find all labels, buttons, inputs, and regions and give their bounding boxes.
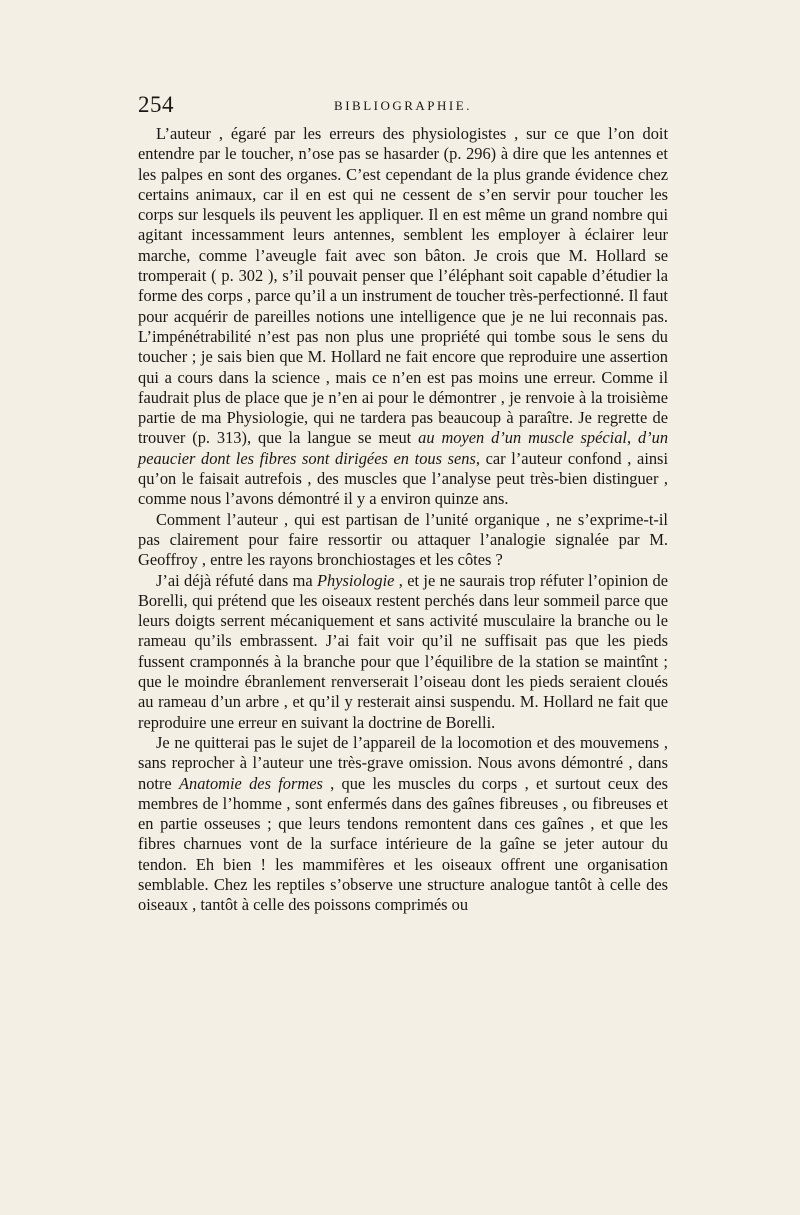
running-head: BIBLIOGRAPHIE.	[334, 98, 472, 113]
paragraph-text: Comment l’auteur , qui est partisan de l’unité organique , ne s’exprime-t-il pas clairement pour faire ressortir ou attaquer l’analogie signalée par M. Geoffroy , entre les rayons bronchiostages et les côtes ?	[138, 509, 668, 570]
paragraph-italic-text: Anatomie des formes	[178, 773, 323, 793]
paragraph-antennes	[138, 124, 668, 510]
paragraph-text: ,	[626, 428, 638, 448]
paragraph-text: , car l’auteur confond , ainsi qu’on le faisait autrefois , des muscles que l’analyse peut très-bien distinguer , comme nous l’avons démontré il y a environ quinze ans.	[138, 448, 668, 509]
paragraph-text: , que les muscles du corps , et surtout ceux des membres de l’homme , sont enfermés dans des gaînes fibreuses , ou fibreuses et en partie osseuses ; que leurs tendons remontent dans ces gaînes , et que les fibres charnues vont de la surface intérieure de la gaîne se jeter autour du tendon. Eh bien ! les mammifères et les oiseaux offrent une organisation semblable. Chez les reptiles s’observe une structure analogue tantôt à celle des oiseaux , tantôt à celle des poissons comprimés ou	[138, 773, 668, 915]
paragraph-text: J’ai déjà réfuté dans ma	[156, 570, 318, 590]
paragraph-text: , et je ne saurais trop réfuter l’opinion de Borelli, qui prétend que les oiseaux restent perchés dans leur sommeil parce que leurs doigts serrent mécaniquement et sans activité musculaire la branche ou le rameau qu’ils embrassent. J’ai fait voir qu’il ne suffisait pas que les pieds fussent cramponnés à la branche pour que l’équilibre de la station se maintînt ; que le moindre ébranlement renverserait l’oiseau dont les pieds seraient cloués au rameau d’un arbre , et qu’il y resterait ainsi suspendu. M. Hollard ne fait que reproduire une erreur en suivant la doctrine de Borelli.	[138, 570, 668, 732]
page-header	[138, 92, 668, 118]
paragraph-text: L’auteur , égaré par les erreurs des physiologistes , sur ce que l’on doit entendre par le toucher, n’ose pas se hasarder (p. 296) à dire que les antennes et les palpes en sont des organes. C’est cependant de la plus grande évidence chez certains animaux, car il en est qui ne cessent de s’en servir pour toucher les corps sur lesquels ils peuvent les appliquer. Il en est même un grand nombre qui agitant incessamment leurs antennes, semblent les employer à éclairer leur marche, comme l’aveugle fait avec son bâton. Je crois que M. Hollard se tromperait ( p. 302 ), s’il pouvait penser que l’éléphant soit capable d’étudier la forme des corps , parce qu’il a un instrument de toucher très-perfectionné. Il faut pour acquérir de pareilles notions une intelligence que je ne lui reconnais pas. L’impénétrabilité n’est pas non plus une propriété qui tombe sous le sens du toucher ; je sais bien que M. Hollard ne fait encore que reproduire une assertion qui a cours dans la science , mais ce n’en est pas moins une erreur. Comme il faudrait plus de place que je n’en ai pour le démontrer , je renvoie à la troisième partie de ma Physiologie, qui ne tardera pas beaucoup à paraître. Je regrette de trouver (p. 313), que la langue se meut	[138, 124, 668, 448]
paragraph-italic-text: au moyen d’un muscle spécial	[418, 428, 627, 448]
page-number: 254	[138, 92, 174, 117]
paragraph-borelli	[138, 571, 668, 733]
body-text	[138, 124, 668, 916]
paragraph-unite-organique	[138, 510, 668, 571]
paragraph-locomotion	[138, 733, 668, 916]
paragraph-text: Je ne quitterai pas le sujet de l’appareil de la locomotion et des mouvemens , sans reprocher à l’auteur une très-grave omission. Nous avons démontré , dans notre	[138, 732, 668, 793]
paragraph-italic-text: Physiologie	[317, 570, 395, 590]
paragraph-italic-text: d’un peaucier dont les fibres sont dirigées en tous sens	[138, 428, 669, 468]
